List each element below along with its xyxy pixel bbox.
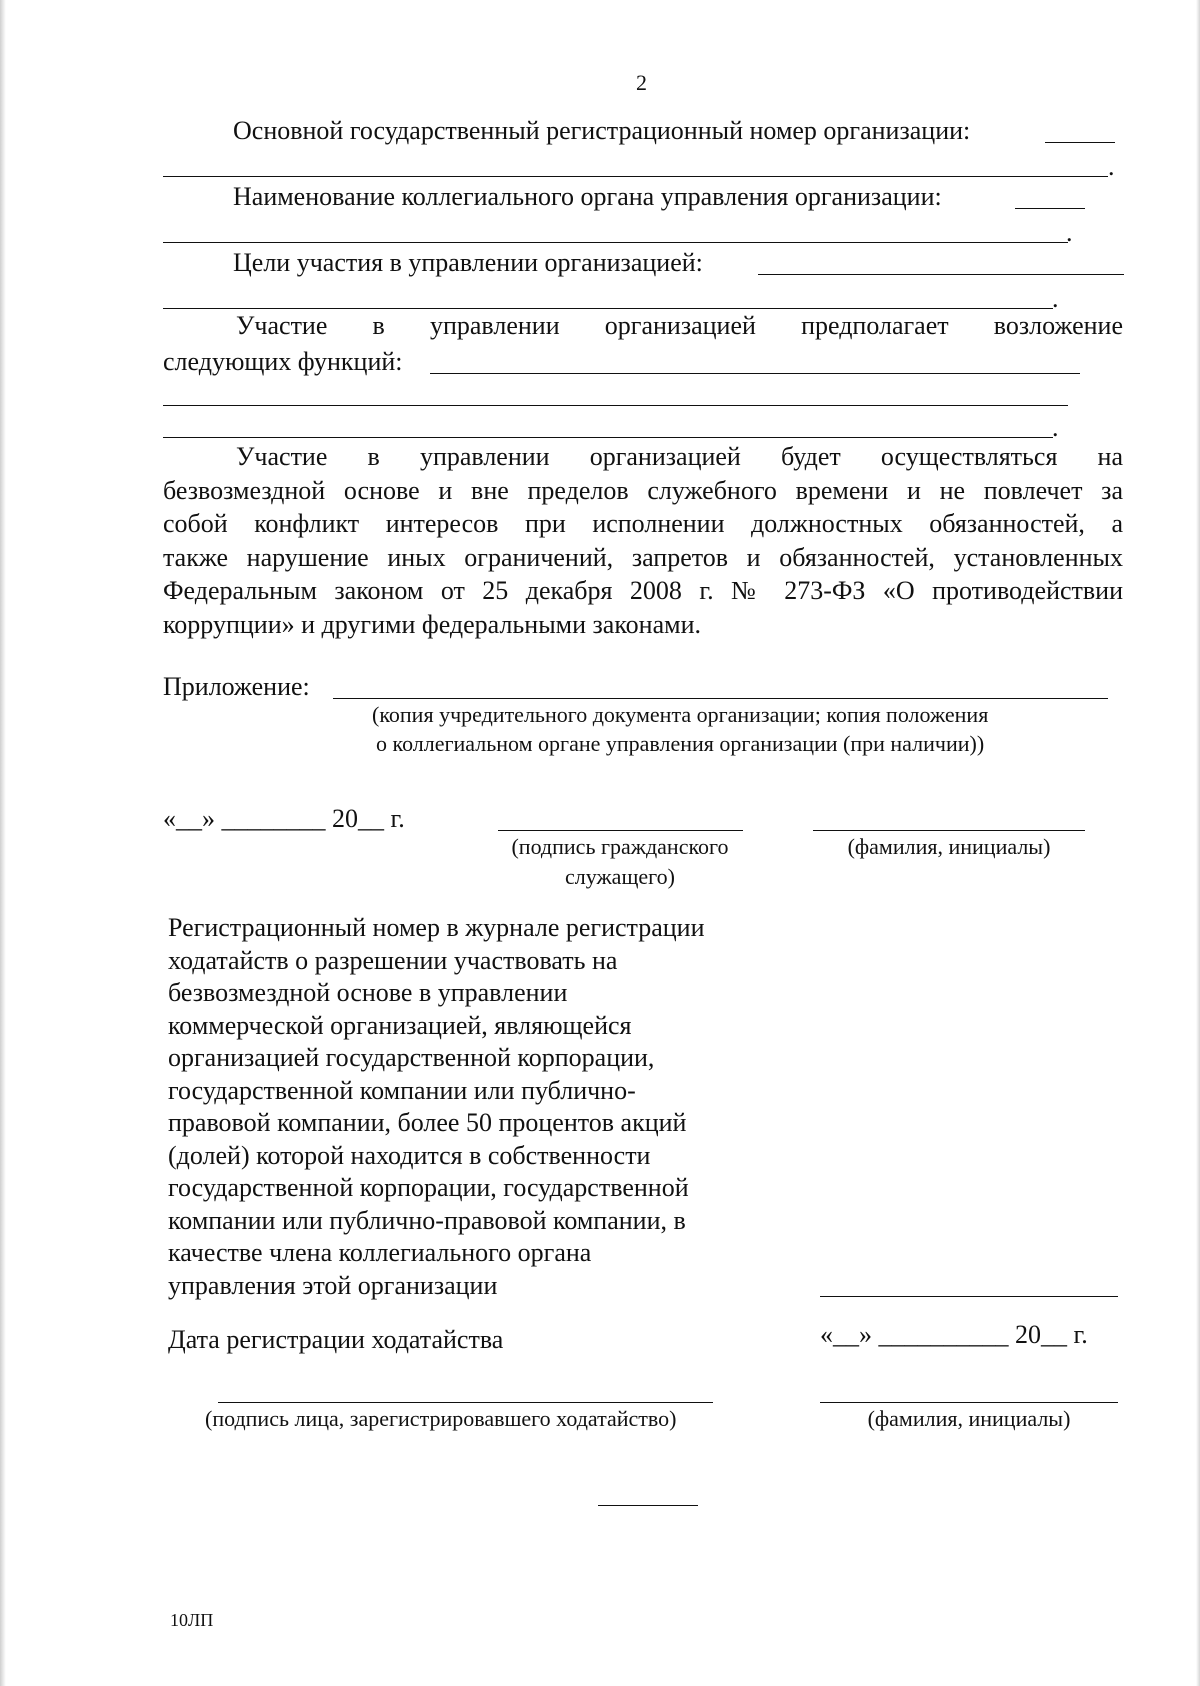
scan-right-edge	[1196, 0, 1200, 1686]
applicant-name-line[interactable]	[813, 830, 1085, 831]
registrar-name-line[interactable]	[820, 1402, 1118, 1403]
attachment-hint-line1: (копия учредительного документа организации; копия положения	[372, 702, 989, 727]
ogrn-input-line[interactable]	[1045, 142, 1115, 143]
statement-paragraph	[163, 440, 1123, 641]
goals-input-line[interactable]	[758, 274, 1124, 275]
registrar-signature-line[interactable]	[218, 1402, 713, 1403]
functions-period: .	[1052, 413, 1059, 442]
end-separator	[598, 1505, 698, 1506]
ogrn-continuation-line[interactable]	[163, 176, 1108, 177]
ogrn-period: .	[1108, 152, 1115, 181]
collegial-body-label: Наименование коллегиального органа управления организации:	[233, 182, 942, 211]
statement-line-1: Участие в управлении организацией будет осуществляться на	[236, 442, 1123, 471]
scan-left-edge	[0, 0, 6, 1686]
collegial-body-period: .	[1066, 218, 1073, 247]
functions-continuation-line-1[interactable]	[163, 405, 1068, 406]
statement-line-5: Федеральным законом от 25 декабря 2008 г. № 273-ФЗ «О противодействии	[163, 576, 1123, 605]
application-date[interactable]: «__» ________ 20__ г.	[163, 804, 405, 833]
goals-label: Цели участия в управлении организацией:	[233, 248, 703, 277]
registration-number-line[interactable]	[820, 1296, 1118, 1297]
functions-input-line[interactable]	[430, 373, 1080, 374]
registrar-signature-hint: (подпись лица, зарегистрировавшего ходатайство)	[205, 1406, 677, 1431]
functions-label-line1: Участие в управлении организацией предполагает возложение	[236, 311, 1123, 340]
footer-code: 10ЛП	[170, 1610, 214, 1630]
functions-continuation-line-2[interactable]	[163, 437, 1053, 438]
attachment-hint-line2: о коллегиальном органе управления организации (при наличии))	[376, 731, 985, 756]
goals-period: .	[1052, 284, 1059, 313]
registrar-name-hint: (фамилия, инициалы)	[867, 1406, 1071, 1431]
registration-date-value[interactable]: «__» __________ 20__ г.	[820, 1320, 1088, 1349]
applicant-signature-hint: (подпись гражданского служащего)	[511, 834, 729, 889]
statement-line-2: безвозмездной основе и вне пределов служебного времени и не повлечет за	[163, 475, 1123, 505]
attachment-input-line[interactable]	[333, 698, 1108, 699]
statement-line-6: коррупции» и другими федеральными законами.	[163, 609, 701, 639]
page-number: 2	[636, 70, 647, 95]
collegial-body-input-line[interactable]	[1015, 208, 1085, 209]
statement-line-4: также нарушение иных ограничений, запретов и обязанностей, установленных	[163, 542, 1123, 572]
registration-number-text: Регистрационный номер в журнале регистрации ходатайств о разрешении участвовать на безвозмездной основе в управлении коммерческой организацией, являющейся организацией государственной корпорации, государственной компании или публично- правовой компании, более 50 процентов акций (долей) которой находится в собственности государственной корпорации, государственной компании или публично-правовой компании, в качестве члена коллегиального органа управления этой организации	[168, 913, 705, 1300]
applicant-signature-line[interactable]	[498, 830, 743, 831]
functions-paragraph	[163, 309, 1123, 343]
attachment-label: Приложение:	[163, 672, 310, 701]
ogrn-label: Основной государственный регистрационный номер организации:	[233, 116, 971, 145]
functions-label-line2: следующих функций:	[163, 347, 403, 376]
registration-date-label: Дата регистрации ходатайства	[168, 1325, 504, 1354]
collegial-body-continuation-line[interactable]	[163, 242, 1068, 243]
applicant-name-hint: (фамилия, инициалы)	[847, 834, 1051, 859]
statement-line-3: собой конфликт интересов при исполнении должностных обязанностей, а	[163, 509, 1123, 538]
